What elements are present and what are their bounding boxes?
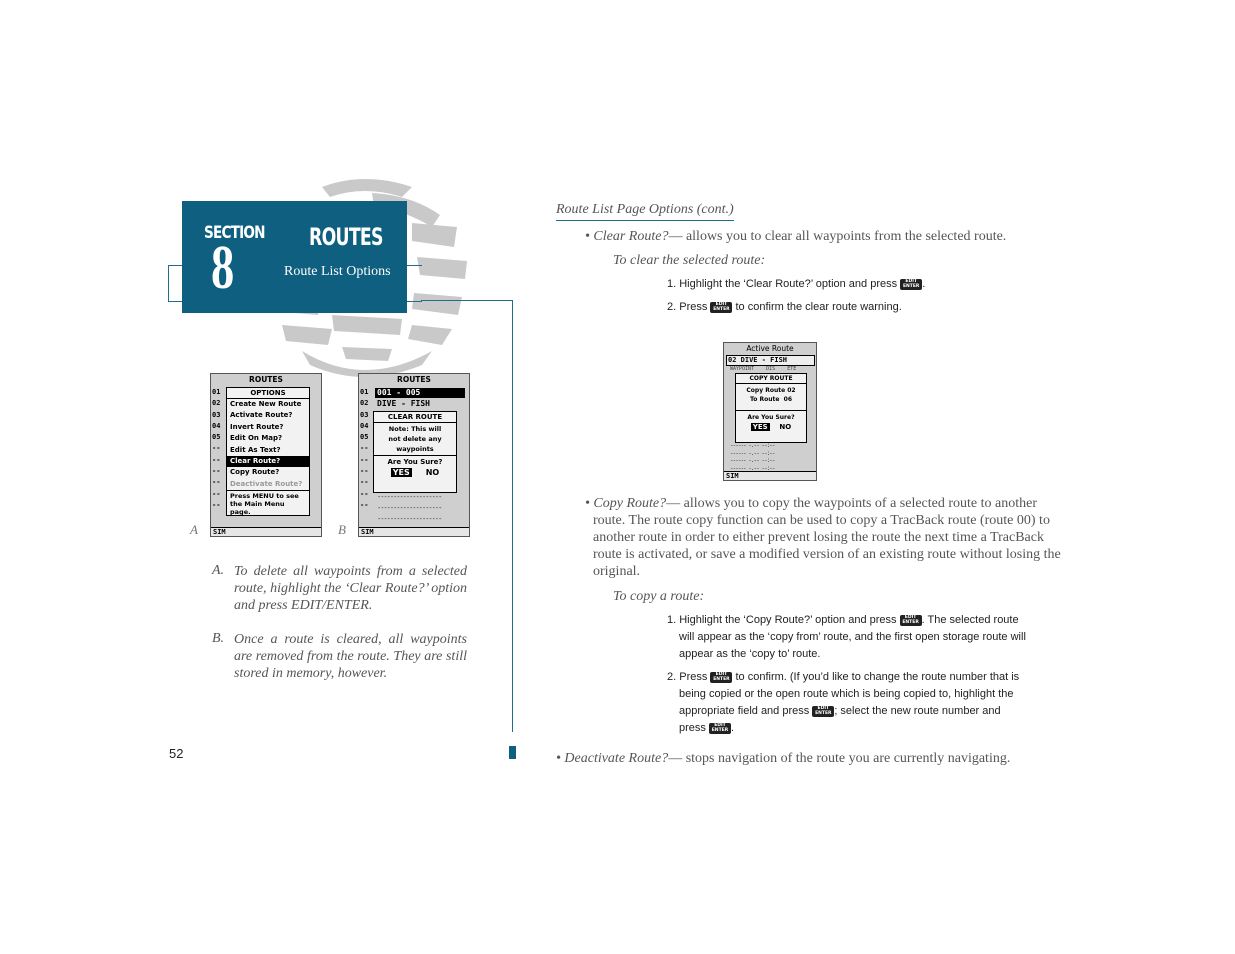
options-popup xyxy=(226,387,310,516)
popup-title: OPTIONS xyxy=(227,388,309,399)
row-numbers: 01 02 03 04 05 -- -- -- -- -- -- xyxy=(360,388,369,509)
route-row[interactable]: DIVE - FISH xyxy=(377,399,430,408)
caption-b: Once a route is cleared, all waypoints are removed from the route. They are still stored in memory, however. xyxy=(234,632,467,681)
column-headers: WAYPOINT DIS ETE xyxy=(730,366,797,372)
clear-step-2: 2. Press EDIT ENTER to confirm the clear route warning. xyxy=(667,301,902,313)
no-button[interactable]: NO xyxy=(425,468,440,477)
menu-item-invert-route[interactable]: Invert Route? xyxy=(230,422,284,431)
clear-route-popup xyxy=(373,411,457,493)
divider-horizontal xyxy=(421,300,512,301)
menu-item-activate-route[interactable]: Activate Route? xyxy=(230,411,293,420)
gps-screen-a xyxy=(210,373,322,537)
copy-route-label: Copy Route xyxy=(746,387,786,394)
menu-item-edit-on-map[interactable]: Edit On Map? xyxy=(230,434,283,443)
warning-note: Note: This will not delete any waypoints xyxy=(374,423,456,456)
page-number: 52 xyxy=(169,746,184,761)
gps-screen-c xyxy=(723,342,817,481)
edit-enter-key-icon: EDIT ENTER xyxy=(900,615,922,626)
popup-title: COPY ROUTE xyxy=(736,374,806,384)
edit-enter-key-icon: EDIT ENTER xyxy=(812,706,834,717)
menu-item-deactivate-route[interactable]: Deactivate Route? xyxy=(230,479,303,488)
row-numbers: 01 02 03 04 05 -- -- -- -- -- -- xyxy=(212,388,221,509)
caption-a: To delete all waypoints from a selected route, highlight the ‘Clear Route?’ option and press EDIT/ENTER. xyxy=(234,564,467,613)
yes-button[interactable]: YES xyxy=(392,468,410,477)
caption-b-letter: B. xyxy=(212,631,225,646)
copy-route-subhead: To copy a route: xyxy=(613,589,705,604)
route-row-selected[interactable]: 001 - 005 xyxy=(375,388,465,398)
popup-title: CLEAR ROUTE xyxy=(374,412,456,423)
copy-route-popup xyxy=(735,373,807,443)
screen-title: Active Route xyxy=(746,344,794,353)
clear-route-subhead: To clear the selected route: xyxy=(613,253,766,268)
page-heading: Route List Page Options (cont.) xyxy=(556,202,734,221)
figure-letter-a: A xyxy=(190,522,198,537)
menu-item-clear-route[interactable]: Clear Route? xyxy=(227,456,309,467)
help-text: Press MENU to see the Main Menu page. xyxy=(227,490,309,517)
to-route-label: To Route xyxy=(749,396,780,403)
clear-step-1: 1. Highlight the ‘Clear Route?’ option and press EDIT ENTER . xyxy=(667,278,926,290)
copy-route-field[interactable]: 02 xyxy=(787,387,796,394)
copy-step-2: 2. Press EDIT ENTER to confirm. (If you’d like to change the route number that is being copied or the open route which is being copied to, highlight the appropriate field and press EDIT ENTER ; select the new route number and press EDIT ENTER . xyxy=(667,671,1020,734)
to-route-field[interactable]: 06 xyxy=(783,396,792,403)
active-route-name: 02 DIVE - FISH xyxy=(726,355,815,366)
edit-enter-key-icon: EDIT ENTER xyxy=(709,723,731,734)
menu-item-create-route[interactable]: Create New Route xyxy=(230,400,302,408)
confirm-question: Are You Sure? xyxy=(736,410,806,421)
empty-rows: -------------------- -------------------- -------------------- xyxy=(377,493,442,523)
divider-vertical xyxy=(512,300,513,732)
edit-enter-key-icon: EDIT ENTER xyxy=(900,279,922,290)
menu-item-edit-as-text[interactable]: Edit As Text? xyxy=(230,445,281,454)
copy-route-desc: • Copy Route?— allows you to copy the waypoints of a selected route to another route. The route copy function can be used to copy a TracBack route (route 00) to another route in order to either prevent losing the route the next time a TracBack route is activated, or save a modified version of an existing route without losing the original. xyxy=(585,496,1061,579)
edit-enter-key-icon: EDIT ENTER xyxy=(710,302,732,313)
section-title: ROUTES xyxy=(309,223,383,251)
yes-button[interactable]: YES xyxy=(752,423,768,431)
deactivate-route-desc: • Deactivate Route?— stops navigation of the route you are currently navigating. xyxy=(556,751,1011,766)
gps-screen-b xyxy=(358,373,470,537)
confirm-question: Are You Sure? xyxy=(387,458,443,466)
section-subtitle: Route List Options xyxy=(284,264,391,279)
screen-title: ROUTES xyxy=(249,375,283,384)
no-button[interactable]: NO xyxy=(779,423,792,431)
page-marker xyxy=(509,746,516,759)
status-bar: SIM xyxy=(359,527,469,536)
screen-title: ROUTES xyxy=(397,375,431,384)
empty-rows: ------ -.-- --:-- ------ -.-- --:-- ------ -.-- --:-- ------ -.-- --:-- xyxy=(730,442,775,472)
section-label: SECTION xyxy=(204,223,265,243)
menu-item-copy-route[interactable]: Copy Route? xyxy=(230,468,280,477)
caption-a-letter: A. xyxy=(212,563,225,578)
status-bar: SIM xyxy=(724,471,816,480)
status-bar: SIM xyxy=(211,527,321,536)
edit-enter-key-icon: EDIT ENTER xyxy=(710,672,732,683)
clear-route-desc: • Clear Route?— allows you to clear all waypoints from the selected route. xyxy=(585,229,1007,244)
section-number: 8 xyxy=(211,234,235,302)
figure-letter-b: B xyxy=(338,522,346,537)
copy-step-1: 1. Highlight the ‘Copy Route?’ option and press EDIT ENTER . The selected route will appear as the ‘copy from’ route, and the first open storage route will appear as the ‘copy to’ route. xyxy=(667,614,1026,660)
section-header xyxy=(182,201,407,313)
